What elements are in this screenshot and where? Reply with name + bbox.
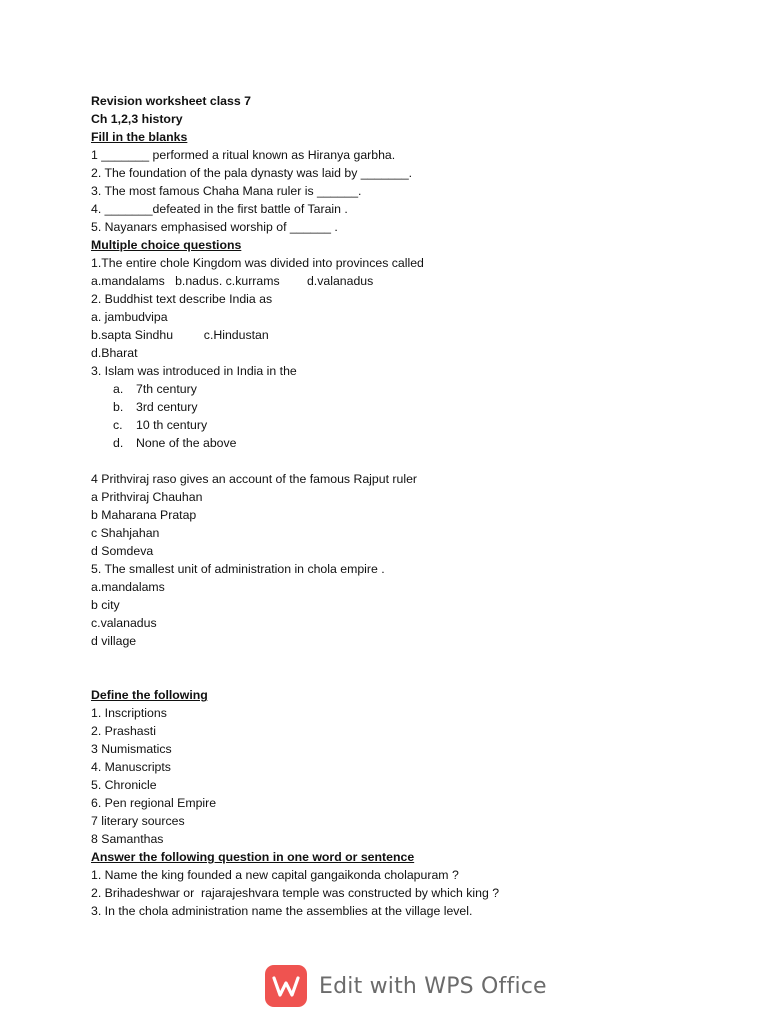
mcq-question-2: 2. Buddhist text describe India as <box>91 292 273 306</box>
mcq-question-3-option <box>91 380 711 398</box>
fill-blank-item-2: 2. The foundation of the pala dynasty was laid by _______. <box>91 166 413 180</box>
wps-w-glyph-icon <box>272 974 300 998</box>
define-item: 3 Numismatics <box>91 742 172 756</box>
define-item: 5. Chronicle <box>91 778 157 792</box>
option-text: 10 th century <box>136 418 208 432</box>
fill-blank-item-3: 3. The most famous Chaha Mana ruler is ______. <box>91 184 362 198</box>
spacer <box>91 452 711 470</box>
define-item: 6. Pen regional Empire <box>91 796 217 810</box>
section-heading-fill-blanks: Fill in the blanks <box>91 130 188 144</box>
mcq-question-5-option: c.valanadus <box>91 616 157 630</box>
mcq-question-4-option: d Somdeva <box>91 544 154 558</box>
fill-blank-item-4: 4. _______defeated in the first battle of Tarain . <box>91 202 348 216</box>
mcq-question-4-option: a Prithviraj Chauhan <box>91 490 203 504</box>
define-item: 1. Inscriptions <box>91 706 167 720</box>
wps-w-logo-icon <box>265 965 307 1007</box>
mcq-question-3-option <box>91 398 711 416</box>
mcq-question-1: 1.The entire chole Kingdom was divided into provinces called <box>91 256 424 270</box>
mcq-question-4: 4 Prithviraj raso gives an account of the famous Rajput ruler <box>91 472 418 486</box>
mcq-question-2-option-bc: b.sapta Sindhu c.Hindustan <box>91 328 269 342</box>
mcq-question-2-option-a: a. jambudvipa <box>91 310 168 324</box>
fill-blank-item-1: 1 _______ performed a ritual known as Hiranya garbha. <box>91 148 396 162</box>
mcq-question-4-option: c Shahjahan <box>91 526 160 540</box>
section-heading-define: Define the following <box>91 688 208 702</box>
answer-question: 3. In the chola administration name the assemblies at the village level. <box>91 904 473 918</box>
worksheet-subtitle: Ch 1,2,3 history <box>91 112 183 126</box>
mcq-question-5-option: a.mandalams <box>91 580 165 594</box>
option-marker: c. <box>113 418 123 432</box>
spacer <box>91 668 711 686</box>
define-item: 2. Prashasti <box>91 724 156 738</box>
section-heading-mcq: Multiple choice questions <box>91 238 242 252</box>
fill-blank-item-5: 5. Nayanars emphasised worship of ______ . <box>91 220 338 234</box>
option-marker: d. <box>113 436 124 450</box>
wps-label: Edit with WPS Office <box>319 973 547 999</box>
define-item: 8 Samanthas <box>91 832 164 846</box>
option-marker: b. <box>113 400 124 414</box>
mcq-question-5: 5. The smallest unit of administration in chola empire . <box>91 562 385 576</box>
answer-question: 1. Name the king founded a new capital gangaikonda cholapuram ? <box>91 868 459 882</box>
mcq-question-2-option-d: d.Bharat <box>91 346 138 360</box>
worksheet-document <box>91 92 711 920</box>
worksheet-title: Revision worksheet class 7 <box>91 94 251 108</box>
answer-question: 2. Brihadeshwar or rajarajeshvara temple was constructed by which king ? <box>91 886 500 900</box>
section-heading-answer: Answer the following question in one word or sentence <box>91 850 415 864</box>
option-text: None of the above <box>136 436 237 450</box>
define-item: 7 literary sources <box>91 814 185 828</box>
option-text: 7th century <box>136 382 197 396</box>
mcq-question-1-options: a.mandalams b.nadus. c.kurrams d.valanadus <box>91 274 374 288</box>
mcq-question-5-option: d village <box>91 634 137 648</box>
option-marker: a. <box>113 382 124 396</box>
mcq-question-3-option <box>91 434 711 452</box>
edit-with-wps-office-button[interactable] <box>265 965 547 1007</box>
mcq-question-3-option <box>91 416 711 434</box>
spacer <box>91 650 711 668</box>
mcq-question-3: 3. Islam was introduced in India in the <box>91 364 297 378</box>
mcq-question-5-option: b city <box>91 598 120 612</box>
define-item: 4. Manuscripts <box>91 760 171 774</box>
option-text: 3rd century <box>136 400 198 414</box>
mcq-question-4-option: b Maharana Pratap <box>91 508 197 522</box>
